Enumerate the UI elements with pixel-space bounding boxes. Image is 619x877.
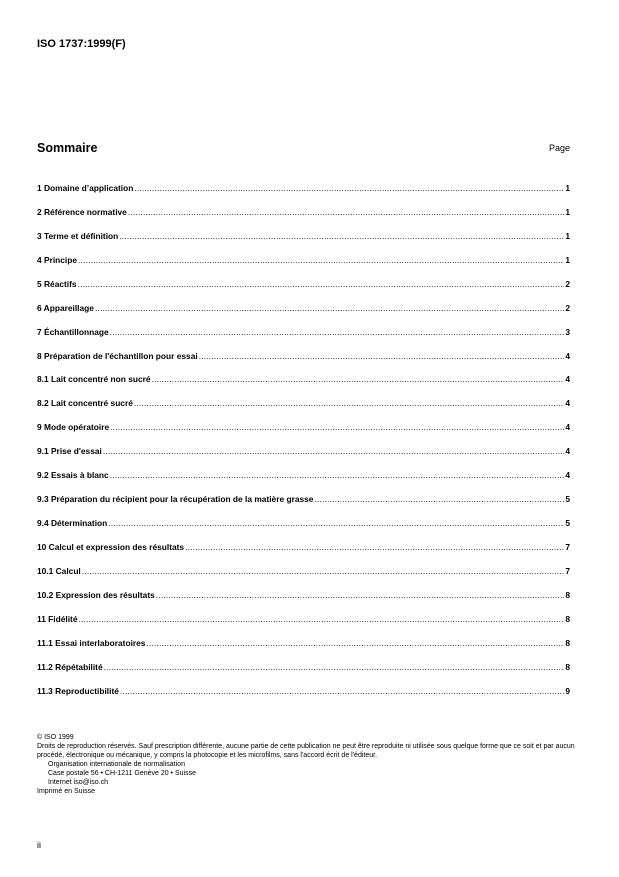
toc-entry[interactable] xyxy=(37,169,570,193)
toc-entry-page: 4 xyxy=(565,446,570,457)
copyright-rights: Droits de reproduction réservés. Sauf prescription différente, aucune partie de cette publication ne peut être reproduite ni utilisée sous quelque forme que ce soit et par aucun procédé, électronique ou mécanique, y compris la photocopie et les microfilms, sans l'accord écrit de l'éditeur. xyxy=(37,743,575,759)
toc-entry-label: 11.1 Essai interlaboratoires xyxy=(37,637,146,648)
copyright-internet: Internet iso@iso.ch xyxy=(48,779,109,786)
toc-entry[interactable] xyxy=(37,361,570,385)
toc-leader-dots xyxy=(78,255,564,265)
toc-entry-page: 8 xyxy=(565,661,570,672)
toc-entry-label: 9.1 Prise d'essai xyxy=(37,446,102,457)
toc-leader-dots xyxy=(120,686,564,696)
toc-entry-page: 1 xyxy=(565,182,570,193)
toc-entry[interactable] xyxy=(37,672,570,696)
toc-entry[interactable] xyxy=(37,313,570,337)
toc-entry[interactable] xyxy=(37,648,570,672)
toc-entry-page: 2 xyxy=(565,302,570,313)
toc-entry-page: 4 xyxy=(565,470,570,481)
toc-entry-page: 1 xyxy=(565,230,570,241)
toc-entry-page: 4 xyxy=(565,374,570,385)
toc-entry[interactable] xyxy=(37,504,570,528)
toc-entry[interactable] xyxy=(37,241,570,265)
copyright-org: Organisation internationale de normalisation xyxy=(48,761,185,768)
toc-entry-label: 9.3 Préparation du récipient pour la récupération de la matière grasse xyxy=(37,494,314,505)
toc-entry-page: 8 xyxy=(565,637,570,648)
toc-entry-label: 4 Principe xyxy=(37,254,78,265)
table-of-contents xyxy=(37,169,570,696)
toc-entry-label: 8.1 Lait concentré non sucré xyxy=(37,374,151,385)
toc-entry[interactable] xyxy=(37,432,570,456)
toc-entry-page: 1 xyxy=(565,206,570,217)
toc-entry-label: 11 Fidélité xyxy=(37,613,78,624)
toc-leader-dots xyxy=(82,566,565,576)
toc-entry-label: 2 Référence normative xyxy=(37,206,127,217)
toc-entry-page: 8 xyxy=(565,589,570,600)
toc-entry[interactable] xyxy=(37,384,570,408)
toc-entry[interactable] xyxy=(37,480,570,504)
toc-entry-page: 3 xyxy=(565,326,570,337)
toc-entry-page: 9 xyxy=(565,685,570,696)
toc-leader-dots xyxy=(103,446,564,456)
toc-entry[interactable] xyxy=(37,193,570,217)
toc-entry-label: 11.3 Reproductibilité xyxy=(37,685,119,696)
toc-entry[interactable] xyxy=(37,265,570,289)
toc-leader-dots xyxy=(185,542,564,552)
toc-leader-dots xyxy=(78,279,565,289)
toc-title: Sommaire xyxy=(37,141,98,155)
toc-entry-label: 10 Calcul et expression des résultats xyxy=(37,542,185,552)
copyright-printed: Imprimé en Suisse xyxy=(37,788,95,795)
toc-leader-dots xyxy=(110,470,565,480)
toc-entry-page: 5 xyxy=(565,518,570,529)
toc-leader-dots xyxy=(95,303,564,313)
toc-leader-dots xyxy=(128,207,564,217)
toc-entry-label: 9.2 Essais à blanc xyxy=(37,470,109,481)
toc-entry[interactable] xyxy=(37,217,570,241)
toc-heading xyxy=(37,141,570,157)
toc-entry-label: 11.2 Répétabilité xyxy=(37,661,103,672)
toc-entry-label: 10.1 Calcul xyxy=(37,565,81,576)
toc-entry[interactable] xyxy=(37,289,570,313)
copyright-notice xyxy=(37,733,577,796)
toc-entry-page: 1 xyxy=(565,254,570,265)
toc-entry-page: 2 xyxy=(565,278,570,289)
copyright-line: © ISO 1999 xyxy=(37,734,74,741)
page-number: ii xyxy=(37,840,41,850)
toc-entry-label: 9 Mode opératoire xyxy=(37,422,110,433)
toc-entry-label: 9.4 Détermination xyxy=(37,518,108,529)
toc-leader-dots xyxy=(314,494,564,504)
toc-leader-dots xyxy=(156,590,565,600)
toc-entry[interactable] xyxy=(37,552,570,576)
toc-leader-dots xyxy=(110,422,564,432)
toc-leader-dots xyxy=(146,638,564,648)
toc-leader-dots xyxy=(134,398,564,408)
toc-leader-dots xyxy=(79,614,565,624)
toc-leader-dots xyxy=(119,231,564,241)
toc-entry-page: 4 xyxy=(565,422,570,433)
toc-entry[interactable] xyxy=(37,624,570,648)
toc-entry-page: 7 xyxy=(565,542,570,552)
toc-entry-label: 8 Préparation de l'échantillon pour essai xyxy=(37,350,198,361)
toc-entry-label: 10.2 Expression des résultats xyxy=(37,589,155,600)
toc-leader-dots xyxy=(152,374,565,384)
toc-entry-page: 8 xyxy=(565,613,570,624)
toc-leader-dots xyxy=(199,351,565,361)
toc-entry[interactable] xyxy=(37,337,570,361)
copyright-address: Case postale 56 • CH-1211 Genève 20 • Suisse xyxy=(48,770,196,777)
toc-entry-label: 1 Domaine d’application xyxy=(37,182,134,193)
toc-entry[interactable] xyxy=(37,456,570,480)
toc-entry-page: 5 xyxy=(565,494,570,505)
toc-entry-page: 4 xyxy=(565,398,570,409)
toc-entry-label: 5 Réactifs xyxy=(37,278,77,289)
toc-leader-dots xyxy=(134,183,564,193)
toc-entry-page: 4 xyxy=(565,350,570,361)
toc-entry[interactable] xyxy=(37,528,570,552)
toc-entry-label: 6 Appareillage xyxy=(37,302,94,313)
toc-entry[interactable] xyxy=(37,408,570,432)
toc-leader-dots xyxy=(104,662,565,672)
toc-entry-label: 3 Terme et définition xyxy=(37,230,119,241)
toc-leader-dots xyxy=(108,518,564,528)
document-id: ISO 1737:1999(F) xyxy=(37,38,126,50)
toc-entry-label: 7 Échantillonnage xyxy=(37,326,109,337)
toc-leader-dots xyxy=(110,327,565,337)
toc-entry[interactable] xyxy=(37,576,570,600)
toc-entry-page: 7 xyxy=(565,565,570,576)
toc-entry-label: 8.2 Lait concentré sucré xyxy=(37,398,133,409)
toc-page-label: Page xyxy=(548,143,570,153)
toc-entry[interactable] xyxy=(37,600,570,624)
